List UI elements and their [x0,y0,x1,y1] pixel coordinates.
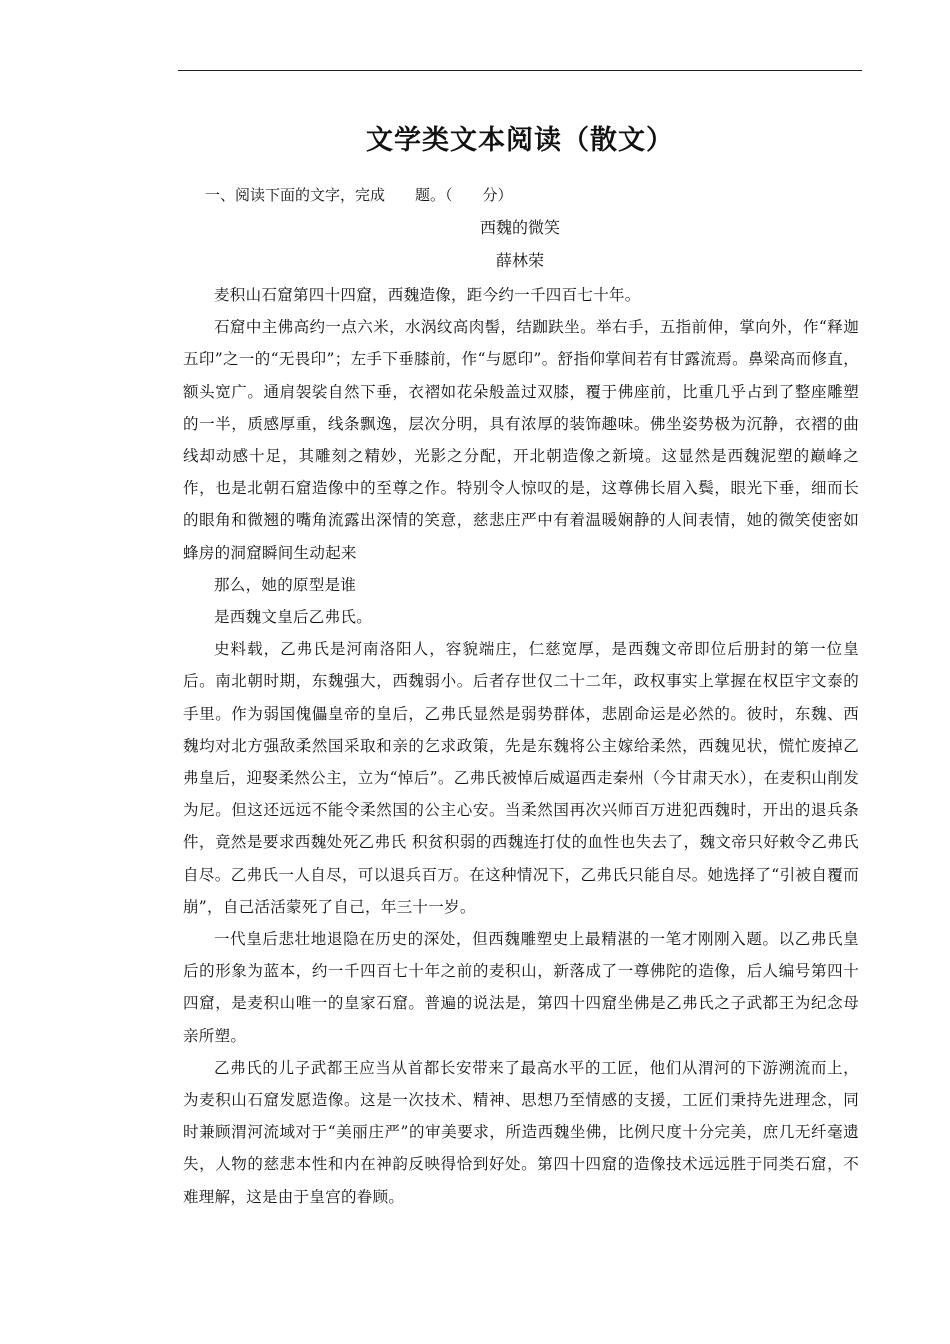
header-rule [178,70,862,71]
essay-paragraph: 那么，她的原型是谁 [214,575,357,594]
essay-paragraph: 乙弗氏的儿子武都王应当从首都长安带来了最高水平的工匠，他们从渭河的下游溯流而上，为麦积山石窟发愿造像。这是一次技术、精神、思想乃至情感的支援，工匠们秉持先进理念，同时兼顾渭河流域对于“美丽庄严”的审美要求，所造西魏坐佛，比例尺度十分完美，庶几无纤毫遗失，人物的慈悲本性和内在神韵反映得恰到好处。第四十四窟的造像技术远远胜于同类石窟，不难理解，这是由于皇宫的眷顾。 [183,1058,859,1206]
essay-author: 薛林荣 [495,251,544,270]
essay-body [183,279,859,1213]
essay-paragraph: 一代皇后悲壮地退隐在历史的深处，但西魏雕塑史上最精湛的一笔才刚刚入题。以乙弗氏皇后的形象为蓝本，约一千四百七十年之前的麦积山，新落成了一尊佛陀的造像，后人编号第四十四窟，是麦积山唯一的皇家石窟。普遍的说法是，第四十四窟坐佛是乙弗氏之子武都王为纪念母亲所塑。 [183,930,859,1045]
essay-paragraph: 史料载，乙弗氏是河南洛阳人，容貌端庄，仁慈宽厚，是西魏文帝即位后册封的第一位皇后。南北朝时期，东魏强大，西魏弱小。后者存世仅二十二年，政权事实上掌握在权臣宇文泰的手里。作为弱国傀儡皇帝的皇后，乙弗氏显然是弱势群体，悲剧命运是必然的。彼时，东魏、西魏均对北方强敌柔然国采取和亲的乞求政策，先是东魏将公主嫁给柔然，西魏见状，慌忙废掉乙弗皇后，迎娶柔然公主，立为“悼后”。乙弗氏被悼后威逼西走秦州（今甘肃天水），在麦积山削发为尼。但这还远远不能令柔然国的公主心安。当柔然国再次兴师百万进犯西魏时，开出的退兵条件，竟然是要求西魏处死乙弗氏 积贫积弱的西魏连打仗的血性也失去了，魏文帝只好敕令乙弗氏自尽。乙弗氏一人自尽，可以退兵百万。在这种情况下，乙弗氏只能自尽。她选择了“引被自覆而崩”，自己活活蒙死了自己，年三十一岁。 [183,640,859,916]
page-title: 文学类文本阅读（散文） [366,125,674,156]
question-prompt: 一、阅读下面的文字，完成 题。（ 分） [205,186,513,204]
essay-paragraph: 石窟中主佛高约一点六米，水涡纹高肉髻，结跏趺坐。举右手，五指前伸，掌向外，作“释迦五印”之一的“无畏印”；左手下垂膝前，作“与愿印”。舒指仰掌间若有甘露流焉。鼻梁高而修直，额头宽广。通肩袈裟自然下垂，衣褶如花朵般盖过双膝，覆于佛座前，比重几乎占到了整座雕塑的一半，质感厚重，线条飘逸，层次分明，具有浓厚的装饰趣味。佛坐姿势极为沉静，衣褶的曲线却动感十足，其雕刻之精妙，光影之分配，开北朝造像之新境。这显然是西魏泥塑的巅峰之作，也是北朝石窟造像中的至尊之作。特别令人惊叹的是，这尊佛长眉入鬓，眼光下垂，细而长的眼角和微翘的嘴角流露出深情的笑意，慈悲庄严中有着温暖娴静的人间表情，她的微笑使密如蜂房的洞窟瞬间生动起来 [183,318,859,562]
essay-title: 西魏的微笑 [479,218,560,237]
essay-paragraph: 麦积山石窟第四十四窟，西魏造像，距今约一千四百七十年。 [214,286,641,304]
essay-paragraph: 是西魏文皇后乙弗氏。 [214,608,373,627]
